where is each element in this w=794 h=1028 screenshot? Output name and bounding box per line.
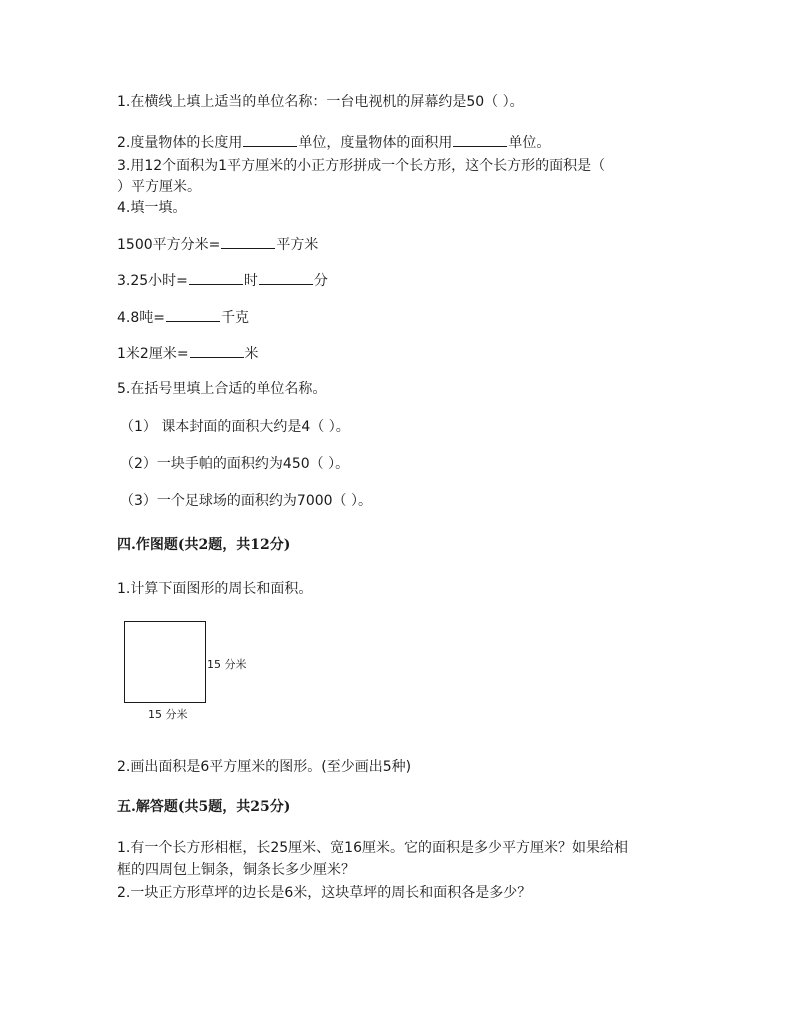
question-3-4-c	[117, 308, 249, 327]
question-5-1-line1: 1.有一个长方形相框，长25厘米、宽16厘米。它的面积是多少平方厘米？如果给相	[117, 840, 628, 856]
question-3-5-1: （1） 课本封面的面积大约是4（ ）。	[120, 419, 350, 435]
question-5-1-line2: 框的四周包上铜条，铜条长多少厘米？	[117, 862, 355, 878]
q2-text-a: 2.度量物体的长度用	[117, 135, 243, 151]
section-5-heading: 五.解答题(共5题，共25分)	[117, 799, 291, 815]
q4d-unit: 米	[244, 346, 259, 362]
q2-text-c: 单位。	[508, 135, 551, 151]
q4d-text: 1米2厘米=	[117, 346, 189, 362]
q4b-unit-minute: 分	[313, 273, 328, 289]
answer-blank[interactable]	[190, 344, 244, 358]
question-3-4-d	[117, 344, 259, 363]
answer-blank[interactable]	[166, 308, 220, 322]
question-3-3-line2: ）平方厘米。	[117, 179, 201, 195]
q4a-unit: 平方米	[276, 237, 319, 253]
answer-blank[interactable]	[221, 235, 275, 249]
square-side-label: 15 分米	[207, 658, 247, 671]
question-3-4: 4.填一填。	[117, 200, 187, 216]
question-3-1: 1.在横线上填上适当的单位名称：一台电视机的屏幕约是50（ ）。	[117, 94, 524, 110]
square-figure	[124, 621, 206, 703]
question-4-2: 2.画出面积是6平方厘米的图形。(至少画出5种)	[117, 759, 412, 775]
question-3-2	[117, 133, 550, 152]
question-3-3-line1: 3.用12个面积为1平方厘米的小正方形拼成一个长方形，这个长方形的面积是（	[117, 158, 606, 174]
question-4-1: 1.计算下面图形的周长和面积。	[117, 581, 313, 597]
question-3-4-a	[117, 235, 318, 254]
section-4-heading: 四.作图题(共2题，共12分)	[117, 537, 291, 553]
square-bottom-label: 15 分米	[148, 708, 188, 721]
answer-blank[interactable]	[243, 133, 297, 147]
question-3-4-b	[117, 271, 328, 290]
question-3-5-2: （2）一块手帕的面积约为450（ ）。	[120, 456, 350, 472]
q4c-unit: 千克	[221, 310, 249, 326]
answer-blank[interactable]	[189, 271, 243, 285]
q2-text-b: 单位，度量物体的面积用	[298, 135, 453, 151]
q4c-text: 4.8吨=	[117, 310, 165, 326]
q4b-text: 3.25小时=	[117, 273, 188, 289]
answer-blank[interactable]	[453, 133, 507, 147]
q4a-text: 1500平方分米=	[117, 237, 221, 253]
answer-blank[interactable]	[259, 271, 313, 285]
question-3-5: 5.在括号里填上合适的单位名称。	[117, 381, 327, 397]
q4b-unit-hour: 时	[243, 273, 258, 289]
question-5-2: 2.一块正方形草坪的边长是6米，这块草坪的周长和面积各是多少？	[117, 885, 532, 901]
question-3-5-3: （3）一个足球场的面积约为7000（ ）。	[120, 493, 372, 509]
